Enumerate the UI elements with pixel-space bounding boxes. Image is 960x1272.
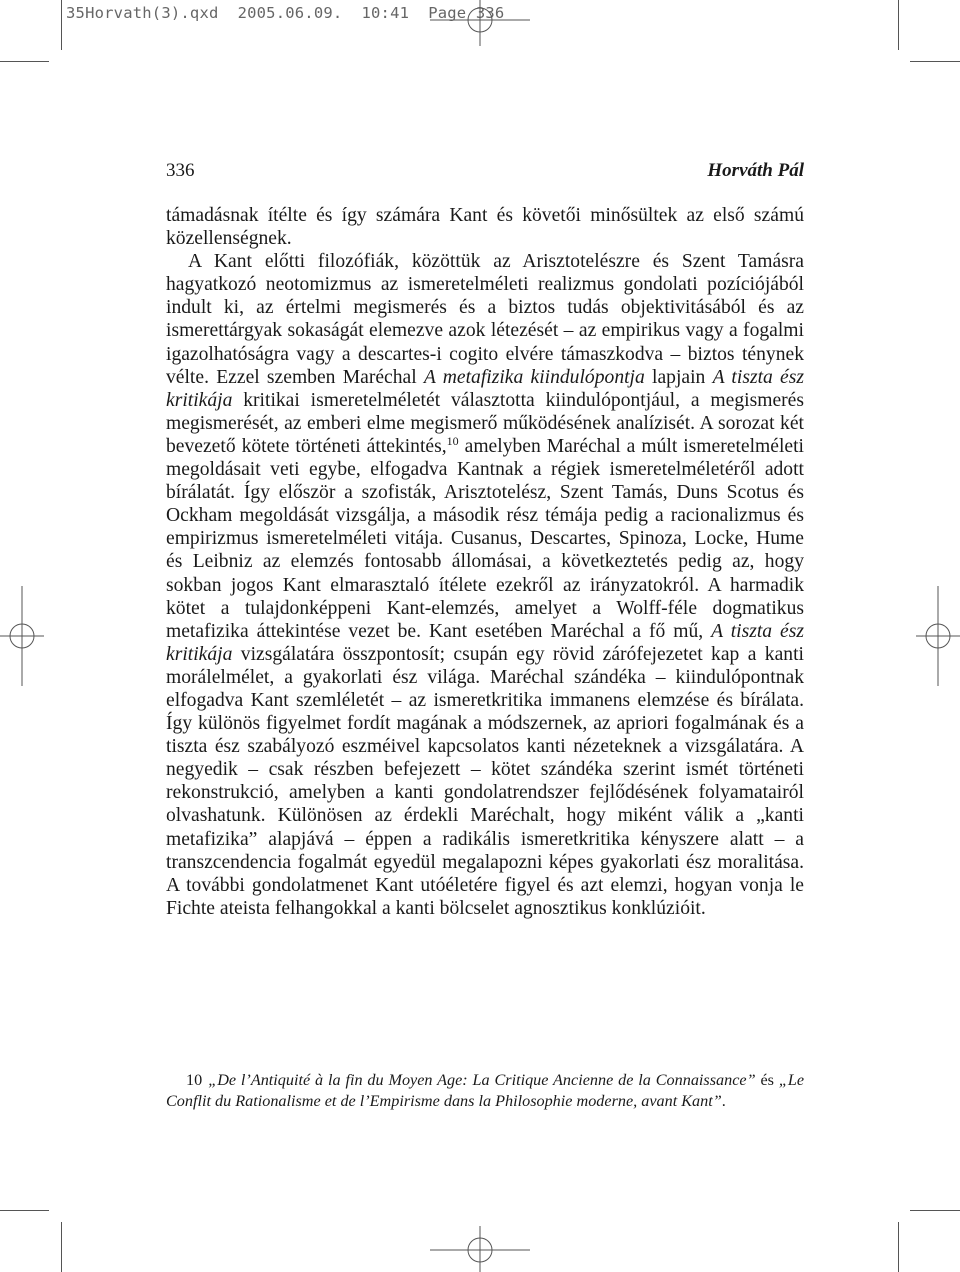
book-title: A tiszta ész kritikája <box>166 366 804 411</box>
footnote-title: „Le Conflit du Rationalisme et de l’Empirisme dans la Philosophie moderne, avant Kant” <box>166 1071 805 1110</box>
registration-mark-right <box>916 586 960 686</box>
crop-mark-top-right-horizontal <box>910 61 960 62</box>
crop-mark-bottom-left-horizontal <box>0 1210 49 1211</box>
crop-mark-top-left-horizontal <box>0 61 49 62</box>
crop-mark-bottom-left-vertical <box>61 1222 62 1272</box>
body-text <box>166 204 804 920</box>
footnote-end: . <box>721 1092 726 1110</box>
footnote-number: 10 <box>186 1071 203 1089</box>
text-run: A Kant előtti filozófiák, közöttük az Arisztotelészre és Szent Tamásra hagyatkozó neotomizmus az ismeretelméleti realizmus gondolati pozíciójából indult ki, az értelmi megismerés és a biztos tudás objektivitásából és az ismerettárgyak sokaságát elemezve azok létezését – az empirikus vagy a fogalmi igazolhatóságra vagy a descartes-i cogito elvére támaszkodva – biztos ténynek vélte. Ezzel szemben Maréchal <box>166 251 804 388</box>
crop-mark-top-right-vertical <box>898 0 899 50</box>
crop-mark-top-left-vertical <box>61 0 62 50</box>
page-number: 336 <box>166 160 195 181</box>
book-title: A metafizika kiindulópontja <box>423 366 645 388</box>
crop-mark-bottom-right-horizontal <box>910 1210 960 1211</box>
text-run: lapjain <box>644 366 713 388</box>
registration-mark-top <box>430 0 530 48</box>
crop-mark-bottom-right-vertical <box>898 1222 899 1272</box>
file-slug: 35Horvath(3).qxd 2005.06.09. 10:41 Page 336 <box>66 4 505 22</box>
text-run: kritikai ismeretelméletét választotta kiindulópontjául, a megismerés megismerését, az emberi elme megismerő működésének analízisét. A sorozat két bevezető kötete történeti áttekintés, <box>166 389 804 457</box>
footnote-reference[interactable]: 10 <box>446 433 459 448</box>
footnote-title: „De l’Antiquité à la fin du Moyen Age: La Critique Ancienne de la Connaissance” <box>208 1071 756 1089</box>
footnote-conjunction: és <box>755 1071 779 1089</box>
book-title: A tiszta ész kritikája <box>166 620 804 665</box>
registration-mark-left <box>0 586 44 686</box>
footnote <box>166 1070 804 1112</box>
text-run: amelyben Maréchal a múlt ismeretelméleti megoldásait veti egybe, elfogadva Kantnak a régiek ismeretelméletéről adott bírálatát. Így először a szofisták, Arisztotelész, Szent Tamás, Duns Scotus és Ockham megoldását vizsgálja, a második rész témája pedig a racionalizmus és empirizmus ismeretelméleti vitája. Cusanus, Descartes, Spinoza, Locke, Hume és Leibniz az elemzés fontosabb állomásai, a következtetés pedig az, hogy sokban jogos Kant elmarasztaló ítélete ezekről az irányzatokról. A harmadik kötet a tulajdonképpeni Kant-elemzés, amelyet a Wolff-féle dogmatikus metafizika áttekintése vezet be. Kant esetében Maréchal a fő mű, <box>166 435 804 642</box>
running-head: Horváth Pál <box>707 160 804 181</box>
page-header <box>166 160 804 186</box>
text-run: vizsgálatára összpontosít; csupán egy rövid zárófejezetet kap a kanti morálelmélet, a gyakorlati ész világa. Maréchal szándéka – kiindulópontnak elfogadva Kant szemléletét – az ismeretkritika immanens elemzése és bírálata. Így különös figyelmet fordít magának a módszernek, az apriori fogalmának és a tiszta ész szabályozó eszméivel kapcsolatos kanti nézeteknek a vizsgálatára. A negyedik – csak részben befejezett – kötet szándéka szerint ismét történeti rekonstrukció, amelyben a kanti gondolatrendszer fejlődésének folyamatairól olvashatunk. Különösen az érdekli Maréchalt, hogy miként válik a „kanti metafizika” alapjává – éppen a radikális ismeretkritika kényszere alatt – a transzcendencia fogalmát egyedül megalapozni képes gyakorlati ész moralitása. A további gondolatmenet Kant utóéletére figyel és azt elemzi, hogyan vonja le Fichte ateista felhangokkal a kanti bölcselet agnosztikus konklúzióit. <box>166 643 804 919</box>
registration-mark-bottom <box>430 1226 530 1272</box>
paragraph-continued: támadásnak ítélte és így számára Kant és követői minősültek az első számú közellenségnek. <box>166 205 804 250</box>
paragraph <box>166 250 804 920</box>
